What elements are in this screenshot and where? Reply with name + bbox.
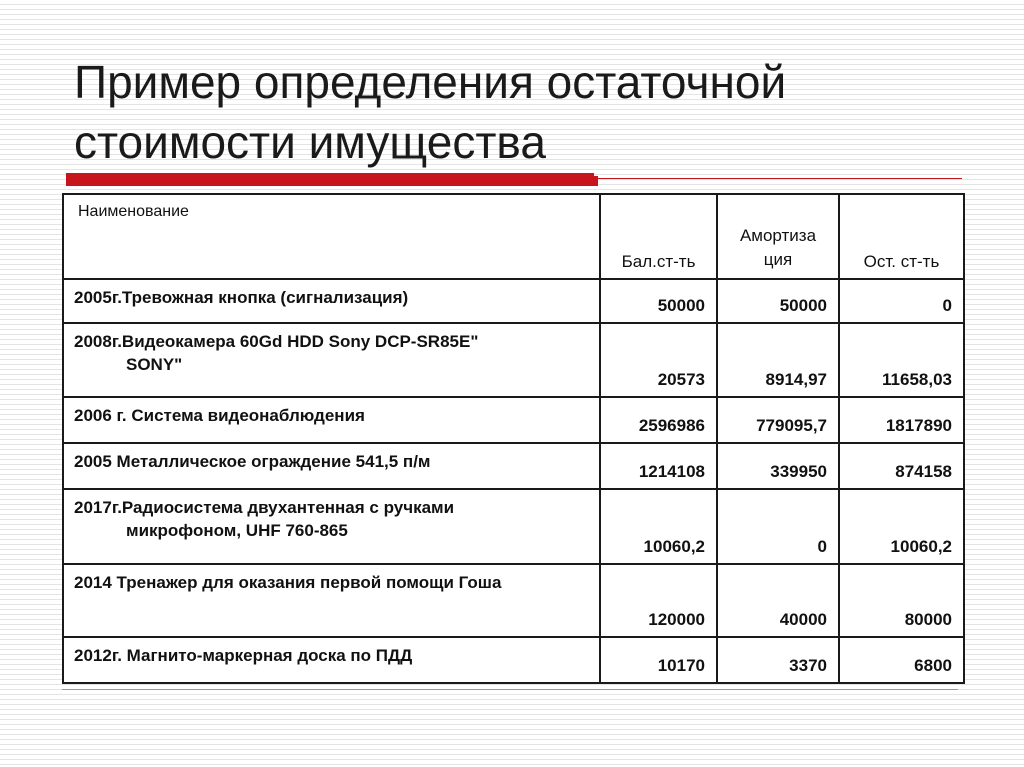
row-name <box>63 637 600 683</box>
slide-title-line1: Пример определения остаточной <box>74 56 787 108</box>
slide-title-line2: стоимости имущества <box>74 116 546 168</box>
table-header-row <box>63 194 964 279</box>
header-amortization <box>717 194 839 279</box>
row-name <box>63 397 600 443</box>
row-name-line1: 2017г.Радиосистема двухантенная с ручками <box>74 498 455 517</box>
row-balance: 20573 <box>600 323 717 397</box>
header-name: Наименование <box>63 194 600 279</box>
row-name-line1: 2014 Тренажер для оказания первой помощи Гоша <box>74 573 502 592</box>
row-name <box>63 279 600 323</box>
row-amortization: 3370 <box>717 637 839 683</box>
slide-title <box>74 52 974 172</box>
row-balance: 50000 <box>600 279 717 323</box>
header-amortization-line1: Амортиза <box>739 226 817 245</box>
row-name-line1: 2005 Металлическое ограждение 541,5 п/м <box>74 452 431 471</box>
row-name <box>63 489 600 564</box>
row-name-line2: микрофоном, UHF 760-865 <box>126 521 348 540</box>
row-name-line2: SONY" <box>126 355 183 374</box>
row-name-line1: 2005г.Тревожная кнопка (сигнализация) <box>74 288 409 307</box>
table-row <box>63 564 964 637</box>
asset-table <box>62 193 965 684</box>
row-amortization: 779095,7 <box>717 397 839 443</box>
row-amortization: 0 <box>717 489 839 564</box>
row-name <box>63 564 600 637</box>
table-row <box>63 397 964 443</box>
row-name-line1: 2008г.Видеокамера 60Gd HDD Sony DCP-SR85E" <box>74 332 479 351</box>
row-name <box>63 323 600 397</box>
row-amortization: 8914,97 <box>717 323 839 397</box>
title-underline <box>594 178 962 179</box>
row-residual: 11658,03 <box>839 323 964 397</box>
table-row <box>63 489 964 564</box>
header-balance: Бал.ст-ть <box>600 194 717 279</box>
table-row <box>63 279 964 323</box>
table-row <box>63 443 964 489</box>
row-residual: 10060,2 <box>839 489 964 564</box>
header-amortization-line2: ция <box>763 250 793 269</box>
row-residual: 6800 <box>839 637 964 683</box>
bottom-rule <box>62 689 958 690</box>
row-residual: 80000 <box>839 564 964 637</box>
row-balance: 10170 <box>600 637 717 683</box>
row-balance: 2596986 <box>600 397 717 443</box>
row-balance: 120000 <box>600 564 717 637</box>
header-residual: Ост. ст-ть <box>839 194 964 279</box>
row-amortization: 40000 <box>717 564 839 637</box>
row-name <box>63 443 600 489</box>
row-balance: 1214108 <box>600 443 717 489</box>
row-balance: 10060,2 <box>600 489 717 564</box>
row-residual: 874158 <box>839 443 964 489</box>
row-name-line1: 2012г. Магнито-маркерная доска по ПДД <box>74 646 413 665</box>
row-name-line1: 2006 г. Система видеонаблюдения <box>74 406 365 425</box>
title-accent-bar <box>66 173 594 186</box>
row-amortization: 50000 <box>717 279 839 323</box>
table-row <box>63 637 964 683</box>
row-residual: 0 <box>839 279 964 323</box>
row-residual: 1817890 <box>839 397 964 443</box>
table-row <box>63 323 964 397</box>
row-amortization: 339950 <box>717 443 839 489</box>
